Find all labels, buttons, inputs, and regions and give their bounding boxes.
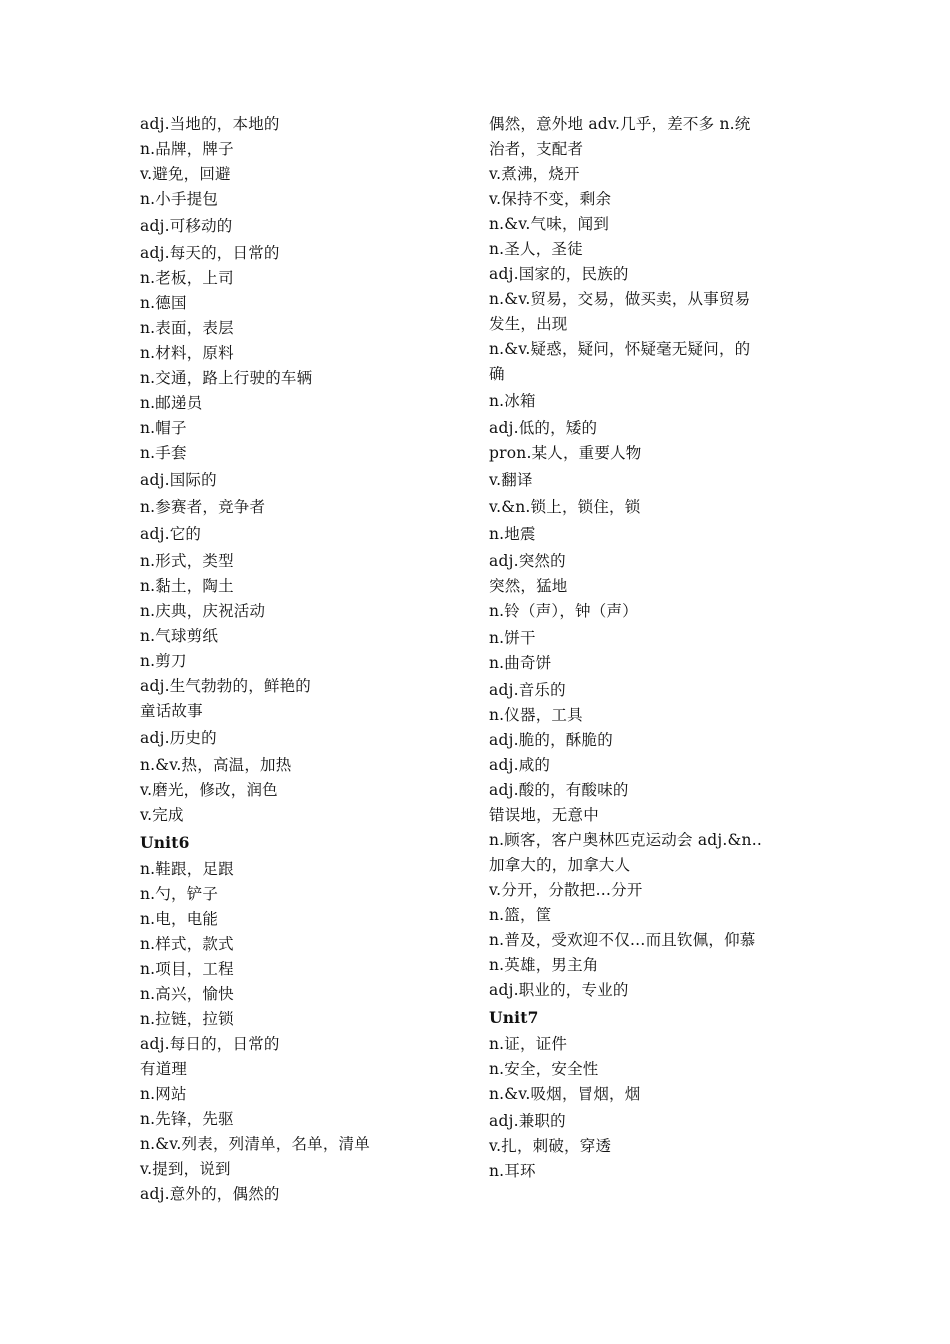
vocab-entry: n.仪器，工具 [489, 706, 583, 724]
vocab-entry: v.磨光，修改，润色 [140, 781, 278, 799]
vocab-entry: n.证，证件 [489, 1035, 568, 1053]
vocab-entry: v.煮沸，烧开 [489, 165, 580, 183]
vocab-entry: n.参赛者，竞争者 [140, 498, 266, 516]
vocab-entry: n.&v.吸烟，冒烟，烟 [489, 1085, 641, 1103]
vocab-entry: n.普及，受欢迎不仅…而且钦佩，仰慕 [489, 931, 756, 949]
vocab-entry: 治者，支配者 [489, 140, 584, 158]
vocab-entry: v.提到，说到 [140, 1160, 231, 1178]
unit-heading: Unit6 [140, 833, 190, 852]
vocab-entry: adj.国家的，民族的 [489, 265, 629, 283]
vocab-entry: adj.脆的，酥脆的 [489, 731, 613, 749]
vocab-entry: n.品牌，牌子 [140, 140, 234, 158]
left-column [140, 112, 440, 1207]
vocab-entry: n.黏土，陶土 [140, 577, 234, 595]
vocab-entry: n.饼干 [489, 629, 536, 647]
vocab-entry: v.保持不变，剩余 [489, 190, 612, 208]
right-column [489, 112, 789, 1184]
vocab-entry: n.德国 [140, 294, 187, 312]
vocab-entry: n.拉链，拉锁 [140, 1010, 234, 1028]
vocab-entry: adj.每天的，日常的 [140, 244, 280, 262]
vocab-entry: adj.每日的，日常的 [140, 1035, 280, 1053]
vocab-entry: n.篮，筐 [489, 906, 552, 924]
vocab-entry: n.英雄，男主角 [489, 956, 599, 974]
vocab-entry: n.庆典，庆祝活动 [140, 602, 266, 620]
vocab-entry: pron.某人，重要人物 [489, 444, 642, 462]
vocab-entry: adj.兼职的 [489, 1112, 566, 1130]
vocab-entry: n.顾客，客户奥林匹克运动会 adj.&n.. [489, 831, 762, 849]
vocab-entry: n.铃（声），钟（声） [489, 602, 638, 620]
vocab-entry: 童话故事 [140, 702, 203, 720]
vocab-entry: adj.历史的 [140, 729, 217, 747]
vocab-entry: n.手套 [140, 444, 187, 462]
unit-heading: Unit7 [489, 1008, 539, 1027]
vocab-entry: n.小手提包 [140, 190, 219, 208]
vocab-entry: v.分开，分散把…分开 [489, 881, 643, 899]
vocab-entry: v.&n.锁上，锁住，锁 [489, 498, 641, 516]
vocab-entry: n.项目，工程 [140, 960, 234, 978]
vocab-entry: v.避免，回避 [140, 165, 231, 183]
vocab-entry: adj.当地的，本地的 [140, 115, 280, 133]
vocab-entry: n.勺，铲子 [140, 885, 219, 903]
vocab-entry: n.地震 [489, 525, 536, 543]
vocab-entry: n.&v.贸易，交易，做买卖，从事贸易 [489, 290, 751, 308]
vocab-entry: n.&v.疑惑，疑问，怀疑毫无疑问，的 [489, 340, 751, 358]
vocab-entry: n.网站 [140, 1085, 187, 1103]
vocab-entry: n.剪刀 [140, 652, 187, 670]
vocab-entry: 突然，猛地 [489, 577, 568, 595]
vocab-entry: n.安全，安全性 [489, 1060, 599, 1078]
vocab-entry: adj.意外的，偶然的 [140, 1185, 280, 1203]
vocab-entry: adj.低的，矮的 [489, 419, 598, 437]
vocab-entry: n.形式，类型 [140, 552, 234, 570]
vocab-entry: n.帽子 [140, 419, 187, 437]
vocab-entry: n.&v.列表，列清单，名单，清单 [140, 1135, 370, 1153]
vocab-entry: adj.音乐的 [489, 681, 566, 699]
vocab-entry: 错误地，无意中 [489, 806, 599, 824]
vocab-entry: n.高兴，愉快 [140, 985, 234, 1003]
vocab-entry: adj.可移动的 [140, 217, 233, 235]
vocab-entry: v.扎，刺破，穿透 [489, 1137, 612, 1155]
vocab-entry: 有道理 [140, 1060, 188, 1078]
vocab-entry: n.耳环 [489, 1162, 536, 1180]
vocab-entry: n.老板，上司 [140, 269, 234, 287]
vocab-entry: n.材料，原料 [140, 344, 234, 362]
vocab-entry: adj.咸的 [489, 756, 551, 774]
vocab-entry: n.曲奇饼 [489, 654, 552, 672]
vocab-entry: 加拿大的，加拿大人 [489, 856, 631, 874]
vocab-entry: n.电，电能 [140, 910, 219, 928]
vocab-entry: adj.突然的 [489, 552, 566, 570]
vocab-entry: n.冰箱 [489, 392, 536, 410]
vocab-entry: n.交通，路上行驶的车辆 [140, 369, 313, 387]
vocab-entry: adj.职业的，专业的 [489, 981, 629, 999]
vocab-entry: 偶然，意外地 adv.几乎，差不多 n.统 [489, 115, 751, 133]
vocab-entry: v.翻译 [489, 471, 533, 489]
vocab-entry: n.气球剪纸 [140, 627, 219, 645]
vocab-entry: n.先锋，先驱 [140, 1110, 234, 1128]
vocab-entry: v.完成 [140, 806, 184, 824]
vocab-entry: adj.国际的 [140, 471, 217, 489]
vocab-entry: adj.它的 [140, 525, 202, 543]
vocab-entry: 确 [489, 365, 505, 383]
vocab-entry: 发生，出现 [489, 315, 568, 333]
vocab-entry: adj.生气勃勃的，鲜艳的 [140, 677, 311, 695]
vocab-entry: n.&v.气味，闻到 [489, 215, 610, 233]
vocab-entry: n.&v.热，高温，加热 [140, 756, 292, 774]
vocab-entry: adj.酸的，有酸味的 [489, 781, 629, 799]
vocab-entry: n.鞋跟，足跟 [140, 860, 234, 878]
vocab-entry: n.邮递员 [140, 394, 203, 412]
vocab-entry: n.样式，款式 [140, 935, 234, 953]
vocab-entry: n.圣人，圣徒 [489, 240, 583, 258]
vocab-entry: n.表面，表层 [140, 319, 234, 337]
